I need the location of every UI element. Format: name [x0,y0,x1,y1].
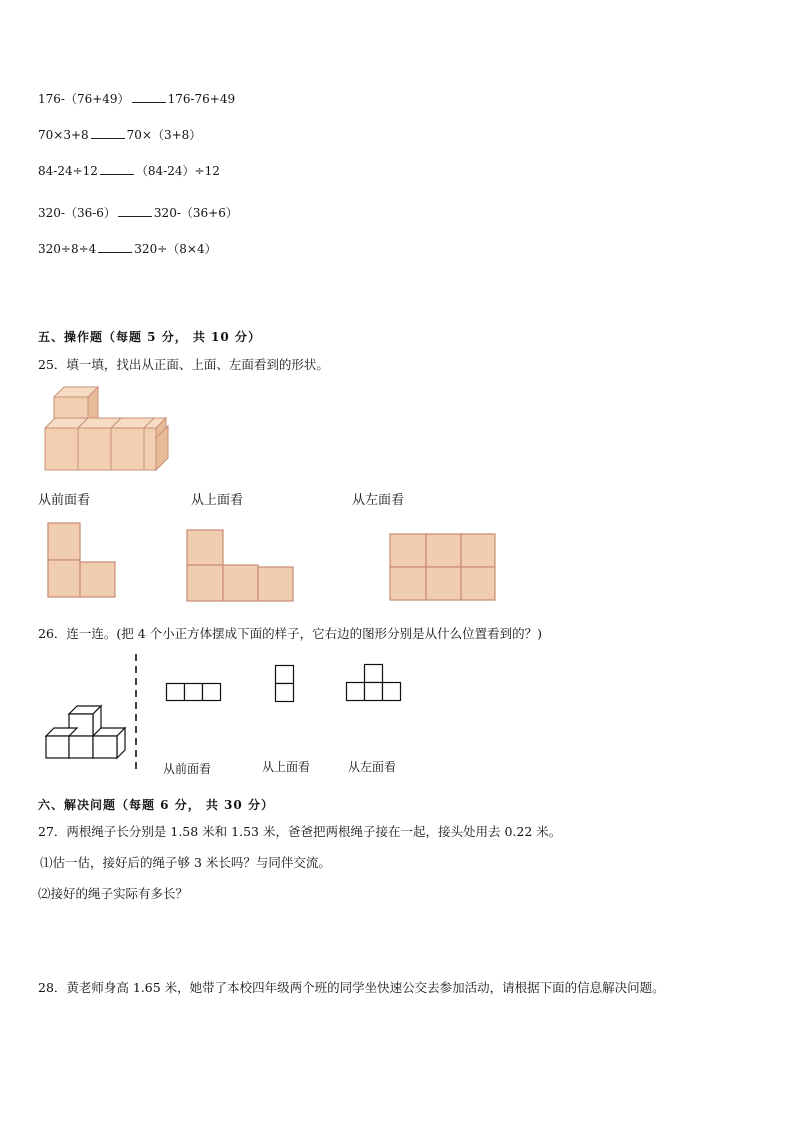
expr-right: 320÷（8×4） [134,242,217,256]
expr-left: 84-24÷12 [38,164,98,178]
expr-left: 176-（76+49） [38,92,130,106]
expr-left: 320÷8÷4 [38,242,97,256]
question-28-text: 28．黄老师身高 1.65 米，她带了本校四年级两个班的同学坐快速公交去参加活动，请根据下面的信息解决问题。 [38,980,665,995]
expr-right: 320-（36+6） [153,206,238,220]
three-squares-row-shape [166,683,222,703]
two-squares-column-shape [275,665,295,703]
q26-label-top: 从上面看 [262,760,311,774]
expr-right: （84-24）÷12 [135,164,220,178]
four-cube-figure [45,700,125,762]
answer-blank[interactable] [91,129,125,139]
top-view-shape [187,530,295,602]
answer-blank[interactable] [98,243,132,253]
view-label-left: 从左面看 [352,493,405,508]
comparison-line-1 [38,90,235,107]
answer-blank[interactable] [118,207,152,217]
comparison-line-5 [38,240,217,257]
comparison-line-2 [38,126,201,143]
expr-left: 70×3+8 [38,128,89,142]
expr-right: 70×（3+8） [126,128,202,142]
expr-left: 320-（36-6） [38,206,116,220]
view-label-top: 从上面看 [191,493,244,508]
answer-blank[interactable] [100,165,134,175]
question-26-text: 26．连一连。(把 4 个小正方体摆成下面的样子，它右边的图形分别是从什么位置看到的？) [38,626,543,641]
section-title-operations: 五、操作题（每题 5 分， 共 10 分） [38,330,261,344]
question-27-sub2: ⑵接好的绳子实际有多长？ [38,886,189,901]
q26-label-left: 从左面看 [348,760,397,774]
question-25-text: 25．填一填，找出从正面、上面、左面看到的形状。 [38,357,329,372]
cube-stack-figure [40,384,175,476]
view-label-front: 从前面看 [38,493,91,508]
front-view-shape [48,523,118,599]
comparison-line-4 [38,204,238,221]
question-27-sub1: ⑴估一估，接好后的绳子够 3 米长吗？与同伴交流。 [40,855,331,870]
section-title-problem-solving: 六、解决问题（每题 6 分， 共 30 分） [38,798,274,812]
comparison-line-3 [38,162,220,179]
answer-blank[interactable] [132,93,166,103]
dashed-divider [133,654,139,774]
question-27-text: 27．两根绳子长分别是 1.58 米和 1.53 米，爸爸把两根绳子接在一起，接头处用去 0.22 米。 [38,824,562,839]
t-shape [346,664,404,702]
left-view-shape [390,534,498,602]
expr-right: 176-76+49 [167,92,236,106]
q26-label-front: 从前面看 [163,762,212,776]
